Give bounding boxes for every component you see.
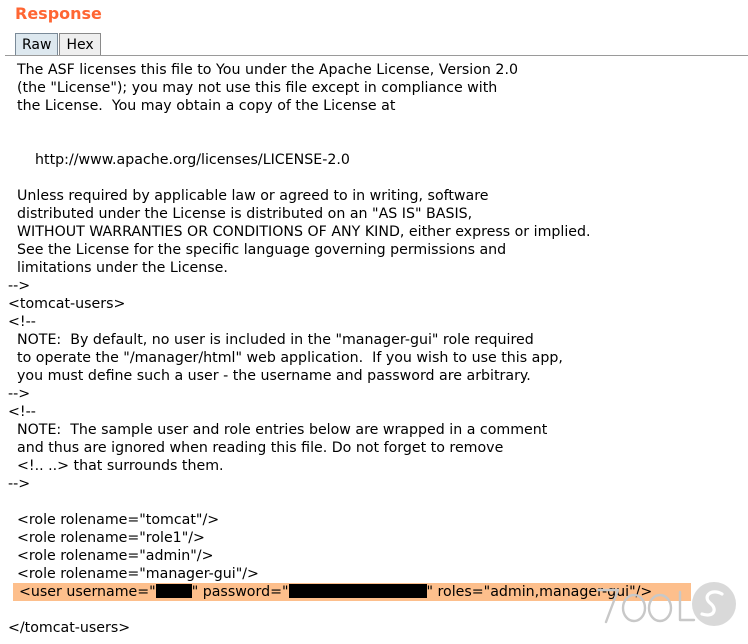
code-line: --> xyxy=(8,278,31,294)
code-line: Unless required by applicable law or agreed to in writing, software xyxy=(8,188,489,204)
code-line: and thus are ignored when reading this file. Do not forget to remove xyxy=(8,440,504,456)
code-line: WITHOUT WARRANTIES OR CONDITIONS OF ANY KIND, either express or implied. xyxy=(8,224,591,240)
code-line: </tomcat-users> xyxy=(8,620,131,636)
tab-raw[interactable]: Raw xyxy=(15,33,58,55)
tab-hex[interactable]: Hex xyxy=(59,33,100,55)
user-line-prefix: <user username=" xyxy=(19,584,156,600)
code-line: <!-- xyxy=(8,314,36,330)
code-line: limitations under the License. xyxy=(8,260,228,276)
code-line: <role rolename="tomcat"/> xyxy=(8,512,220,528)
code-line: <!-- xyxy=(8,404,36,420)
code-line: to operate the "/manager/html" web application. If you wish to use this app, xyxy=(8,350,563,366)
code-line: (the "License"); you may not use this file except in compliance with xyxy=(8,80,498,96)
response-panel-title: Response xyxy=(15,4,102,23)
code-line: distributed under the License is distributed on an "AS IS" BASIS, xyxy=(8,206,473,222)
code-line: the License. You may obtain a copy of the License at xyxy=(8,98,396,114)
code-line: NOTE: The sample user and role entries below are wrapped in a comment xyxy=(8,422,548,438)
code-line: http://www.apache.org/licenses/LICENSE-2.0 xyxy=(8,152,350,168)
view-mode-tabs xyxy=(15,33,101,55)
highlighted-user-line xyxy=(13,583,691,601)
response-body[interactable] xyxy=(0,61,748,644)
code-line: <role rolename="manager-gui"/> xyxy=(8,566,259,582)
code-line: <role rolename="role1"/> xyxy=(8,530,205,546)
code-line: you must define such a user - the username and password are arbitrary. xyxy=(8,368,531,384)
redacted-password xyxy=(289,584,427,598)
code-line: --> xyxy=(8,476,31,492)
tab-pane-divider xyxy=(5,55,748,56)
code-line: <role rolename="admin"/> xyxy=(8,548,214,564)
user-line-password-label: " password=" xyxy=(191,584,289,600)
code-line: NOTE: By default, no user is included in the "manager-gui" role required xyxy=(8,332,534,348)
code-line: See the License for the specific language governing permissions and xyxy=(8,242,507,258)
redacted-username xyxy=(156,584,192,598)
code-line: The ASF licenses this file to You under the Apache License, Version 2.0 xyxy=(8,62,518,78)
code-line: <!.. ..> that surrounds them. xyxy=(8,458,224,474)
user-line-roles: " roles="admin,manager-gui"/> xyxy=(426,584,653,600)
code-line: --> xyxy=(8,386,31,402)
code-line: <tomcat-users> xyxy=(8,296,126,312)
